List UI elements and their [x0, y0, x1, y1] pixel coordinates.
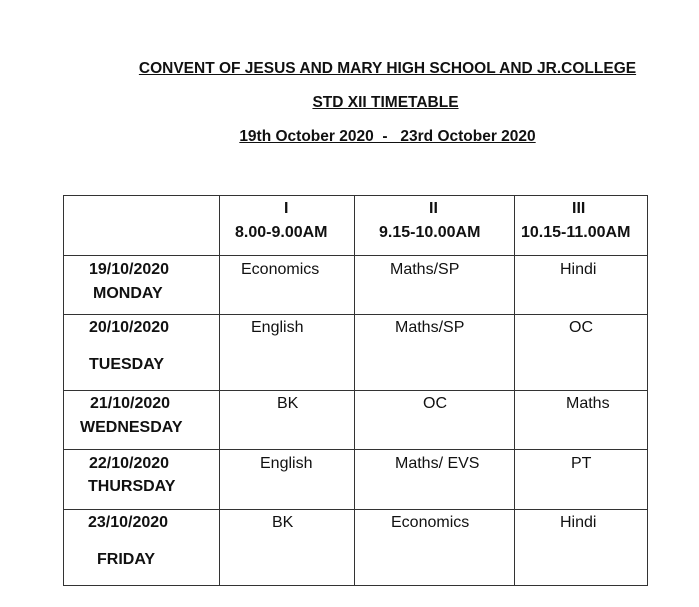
- table-row: [64, 450, 648, 510]
- subject: Maths/ EVS: [395, 455, 480, 472]
- subject: Hindi: [560, 514, 597, 531]
- school-name: CONVENT OF JESUS AND MARY HIGH SCHOOL AND JR.COLLEGE: [138, 60, 637, 77]
- period-number: III: [572, 200, 586, 217]
- subject-cell: [355, 510, 515, 586]
- timetable-title: STD XII TIMETABLE: [312, 94, 459, 111]
- subject: Economics: [241, 261, 320, 278]
- day-cell: [64, 450, 220, 510]
- subject-cell: [355, 450, 515, 510]
- subject-cell: [355, 256, 515, 315]
- subject: OC: [569, 319, 593, 336]
- date-label: 21/10/2020: [90, 395, 171, 412]
- subject: OC: [423, 395, 447, 412]
- period-time: 10.15-11.00AM: [521, 224, 631, 241]
- period-time: 9.15-10.00AM: [379, 224, 481, 241]
- period-time: 8.00-9.00AM: [235, 224, 328, 241]
- subject: English: [260, 455, 313, 472]
- day-cell: [64, 391, 220, 450]
- day-label: THURSDAY: [88, 478, 176, 495]
- header-row: [64, 196, 648, 256]
- day-label: WEDNESDAY: [80, 419, 183, 436]
- timetable: [63, 195, 648, 586]
- subject-cell: [515, 450, 648, 510]
- subject: BK: [272, 514, 294, 531]
- subject-cell: [355, 315, 515, 391]
- subject: Maths: [566, 395, 610, 412]
- date-range: 19th October 2020 - 23rd October 2020: [239, 128, 536, 145]
- subject: Maths/SP: [390, 261, 460, 278]
- subject-cell: [220, 256, 355, 315]
- day-label: MONDAY: [93, 285, 163, 302]
- day-cell: [64, 510, 220, 586]
- subject-cell: [220, 510, 355, 586]
- table-row: [64, 510, 648, 586]
- period-3-header: [515, 196, 648, 256]
- subject-cell: [515, 256, 648, 315]
- subject-cell: [515, 391, 648, 450]
- day-cell: [64, 315, 220, 391]
- table-row: [64, 256, 648, 315]
- subject: Maths/SP: [395, 319, 465, 336]
- subject: Economics: [391, 514, 470, 531]
- subject-cell: [515, 510, 648, 586]
- subject-cell: [220, 450, 355, 510]
- subject: PT: [571, 455, 592, 472]
- date-label: 23/10/2020: [88, 514, 169, 531]
- day-label: TUESDAY: [89, 356, 164, 373]
- period-number: II: [429, 200, 438, 217]
- date-label: 19/10/2020: [89, 261, 170, 278]
- corner-cell: [64, 196, 220, 256]
- period-1-header: [220, 196, 355, 256]
- date-label: 20/10/2020: [89, 319, 170, 336]
- date-label: 22/10/2020: [89, 455, 170, 472]
- subject-cell: [220, 391, 355, 450]
- subject-cell: [220, 315, 355, 391]
- subject: Hindi: [560, 261, 597, 278]
- table-row: [64, 315, 648, 391]
- period-number: I: [284, 200, 289, 217]
- subject-cell: [515, 315, 648, 391]
- subject: BK: [277, 395, 299, 412]
- subject-cell: [355, 391, 515, 450]
- subject: English: [251, 319, 304, 336]
- period-2-header: [355, 196, 515, 256]
- table-row: [64, 391, 648, 450]
- day-cell: [64, 256, 220, 315]
- day-label: FRIDAY: [97, 551, 156, 568]
